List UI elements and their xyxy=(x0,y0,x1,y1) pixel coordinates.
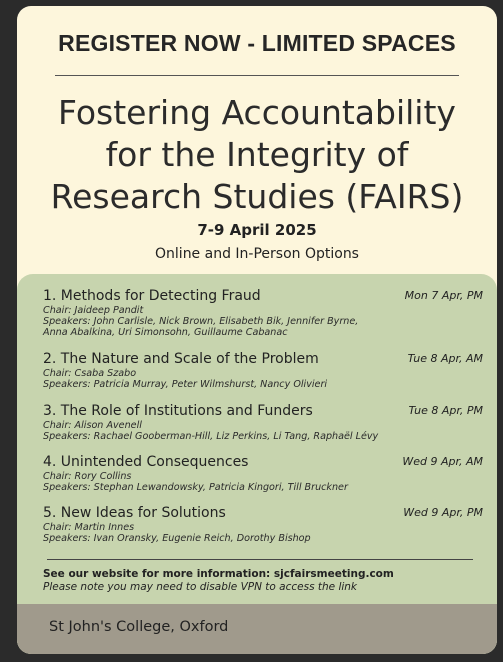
session-item xyxy=(43,351,483,390)
title-line: Fostering Accountability xyxy=(58,93,456,132)
session-item xyxy=(43,288,483,338)
venue: St John's College, Oxford xyxy=(49,619,229,635)
vpn-note: Please note you may need to disable VPN to access the link xyxy=(43,581,358,593)
session-speakers: Anna Abalkina, Uri Simonsohn, Guillaume Cabanac xyxy=(43,327,288,338)
register-banner: REGISTER NOW - LIMITED SPACES xyxy=(58,30,456,56)
session-item xyxy=(43,403,483,442)
session-chair: Chair: Csaba Szabo xyxy=(43,368,137,379)
session-time: Wed 9 Apr, AM xyxy=(402,455,483,468)
session-speakers: Speakers: Rachael Gooberman-Hill, Liz Perkins, Li Tang, Raphaël Lévy xyxy=(43,431,379,442)
website-info: See our website for more information: sjcfairsmeeting.com xyxy=(43,568,394,580)
session-title: 5. New Ideas for Solutions xyxy=(43,505,226,521)
session-title: 4. Unintended Consequences xyxy=(43,454,249,470)
session-speakers: Speakers: Ivan Oransky, Eugenie Reich, Dorothy Bishop xyxy=(43,533,311,544)
session-chair: Chair: Alison Avenell xyxy=(43,420,142,431)
session-time: Mon 7 Apr, PM xyxy=(404,289,483,302)
session-item xyxy=(43,454,483,493)
attendance-options: Online and In-Person Options xyxy=(155,246,359,262)
session-time: Tue 8 Apr, AM xyxy=(407,352,483,365)
session-speakers: Speakers: John Carlisle, Nick Brown, Elisabeth Bik, Jennifer Byrne, xyxy=(43,316,359,327)
title-line: for the Integrity of xyxy=(105,135,409,174)
event-poster xyxy=(17,6,497,654)
session-title: 2. The Nature and Scale of the Problem xyxy=(43,351,319,367)
info-block xyxy=(43,568,483,594)
session-chair: Chair: Rory Collins xyxy=(43,471,132,482)
divider xyxy=(47,559,473,560)
event-dates: 7-9 April 2025 xyxy=(197,221,317,239)
session-title: 1. Methods for Detecting Fraud xyxy=(43,288,261,304)
session-chair: Chair: Martin Innes xyxy=(43,522,135,533)
divider xyxy=(55,75,459,76)
session-title: 3. The Role of Institutions and Funders xyxy=(43,403,313,419)
session-speakers: Speakers: Patricia Murray, Peter Wilmshurst, Nancy Olivieri xyxy=(43,379,328,390)
session-item xyxy=(43,505,483,544)
event-title xyxy=(27,92,487,218)
session-time: Tue 8 Apr, PM xyxy=(408,404,483,417)
footer xyxy=(17,604,497,654)
session-speakers: Speakers: Stephan Lewandowsky, Patricia Kingori, Till Bruckner xyxy=(43,482,348,493)
title-line: Research Studies (FAIRS) xyxy=(50,177,464,216)
session-chair: Chair: Jaideep Pandit xyxy=(43,305,144,316)
session-time: Wed 9 Apr, PM xyxy=(403,506,483,519)
